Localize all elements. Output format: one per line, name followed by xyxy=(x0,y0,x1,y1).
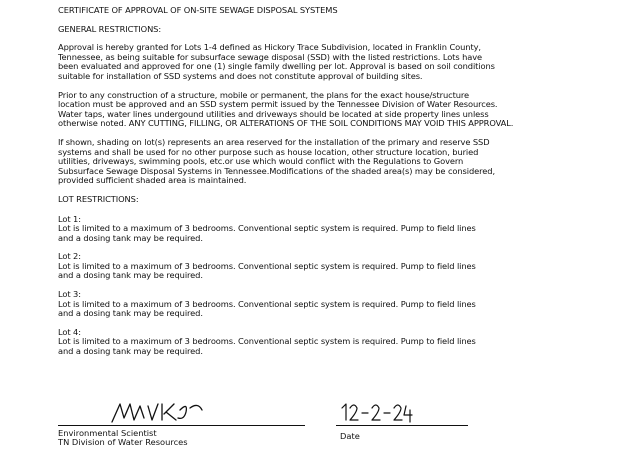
paragraph-line: If shown, shading on lot(s) represents an area reserved for the installation of the primary and reserve SSD xyxy=(58,136,490,147)
lot-2-restriction xyxy=(58,252,620,281)
signature-line xyxy=(58,425,305,426)
lot-text: and a dosing tank may be required. xyxy=(58,308,203,319)
lot-restrictions-heading: LOT RESTRICTIONS: xyxy=(58,193,139,204)
handwritten-signature xyxy=(108,398,248,426)
paragraph-line: utilities, driveways, swimming pools, etc.or use which would conflict with the Regulations to Govern xyxy=(58,156,464,167)
lot-title: Lot 1: xyxy=(58,213,81,224)
lot-4-restriction xyxy=(58,328,620,357)
signer-title: Environmental Scientist xyxy=(58,428,157,438)
general-restrictions-heading: GENERAL RESTRICTIONS: xyxy=(58,23,162,34)
paragraph-line: provided sufficient shaded area is maintained. xyxy=(58,175,247,186)
lot-text: and a dosing tank may be required. xyxy=(58,232,203,243)
paragraph-line: Water taps, water lines undergound utilities and driveways should be located at side property lines unless xyxy=(58,108,489,119)
paragraph-line: suitable for installation of SSD systems and does not constitute approval of building sites. xyxy=(58,70,423,81)
lot-text: Lot is limited to a maximum of 3 bedrooms. Conventional septic system is required. Pump to field lines xyxy=(58,336,476,347)
paragraph-line: Tennessee, as being suitable for subsurface sewage disposal (SSD) with the listed restrictions. Lots have xyxy=(58,51,483,62)
lot-text: and a dosing tank may be required. xyxy=(58,346,203,357)
lot-3-restriction xyxy=(58,290,620,319)
paragraph-line: Prior to any construction of a structure, mobile or permanent, the plans for the exact house/structure xyxy=(58,89,470,100)
signer-organization: TN Division of Water Resources xyxy=(58,437,188,447)
date-label: Date xyxy=(340,431,360,441)
certificate-title: CERTIFICATE OF APPROVAL OF ON-SITE SEWAGE DISPOSAL SYSTEMS xyxy=(58,5,338,15)
lot-title: Lot 4: xyxy=(58,326,81,337)
lot-text: and a dosing tank may be required. xyxy=(58,270,203,281)
paragraph-line: Subsurface Sewage Disposal Systems in Tennessee.Modifications of the shaded area(s) may be considered, xyxy=(58,165,495,176)
lot-1-restriction xyxy=(58,215,620,244)
paragraph-line: otherwise noted. ANY CUTTING, FILLING, OR ALTERATIONS OF THE SOIL CONDITIONS MAY VOID THIS APPROVAL. xyxy=(58,118,514,129)
lot-text: Lot is limited to a maximum of 3 bedrooms. Conventional septic system is required. Pump to field lines xyxy=(58,298,476,309)
lot-title: Lot 3: xyxy=(58,289,81,300)
lot-title: Lot 2: xyxy=(58,251,81,262)
handwritten-date xyxy=(340,402,420,424)
paragraph-line: location must be approved and an SSD system permit issued by the Tennessee Division of Water Resources. xyxy=(58,99,498,110)
certificate-document xyxy=(58,6,620,357)
signature-block xyxy=(58,398,620,458)
date-line xyxy=(336,425,468,426)
general-paragraph-2 xyxy=(58,91,620,129)
general-paragraph-3 xyxy=(58,138,620,186)
paragraph-line: been evaluated and approved for one (1) single family dwelling per lot. Approval is based on soil conditions xyxy=(58,61,495,72)
lot-text: Lot is limited to a maximum of 3 bedrooms. Conventional septic system is required. Pump to field lines xyxy=(58,223,476,234)
paragraph-line: systems and shall be used for no other purpose such as house location, other structure location, buried xyxy=(58,146,479,157)
paragraph-line: Approval is hereby granted for Lots 1-4 defined as Hickory Trace Subdivision, located in Franklin County, xyxy=(58,42,481,53)
general-paragraph-1 xyxy=(58,43,620,81)
lot-text: Lot is limited to a maximum of 3 bedrooms. Conventional septic system is required. Pump to field lines xyxy=(58,260,476,271)
